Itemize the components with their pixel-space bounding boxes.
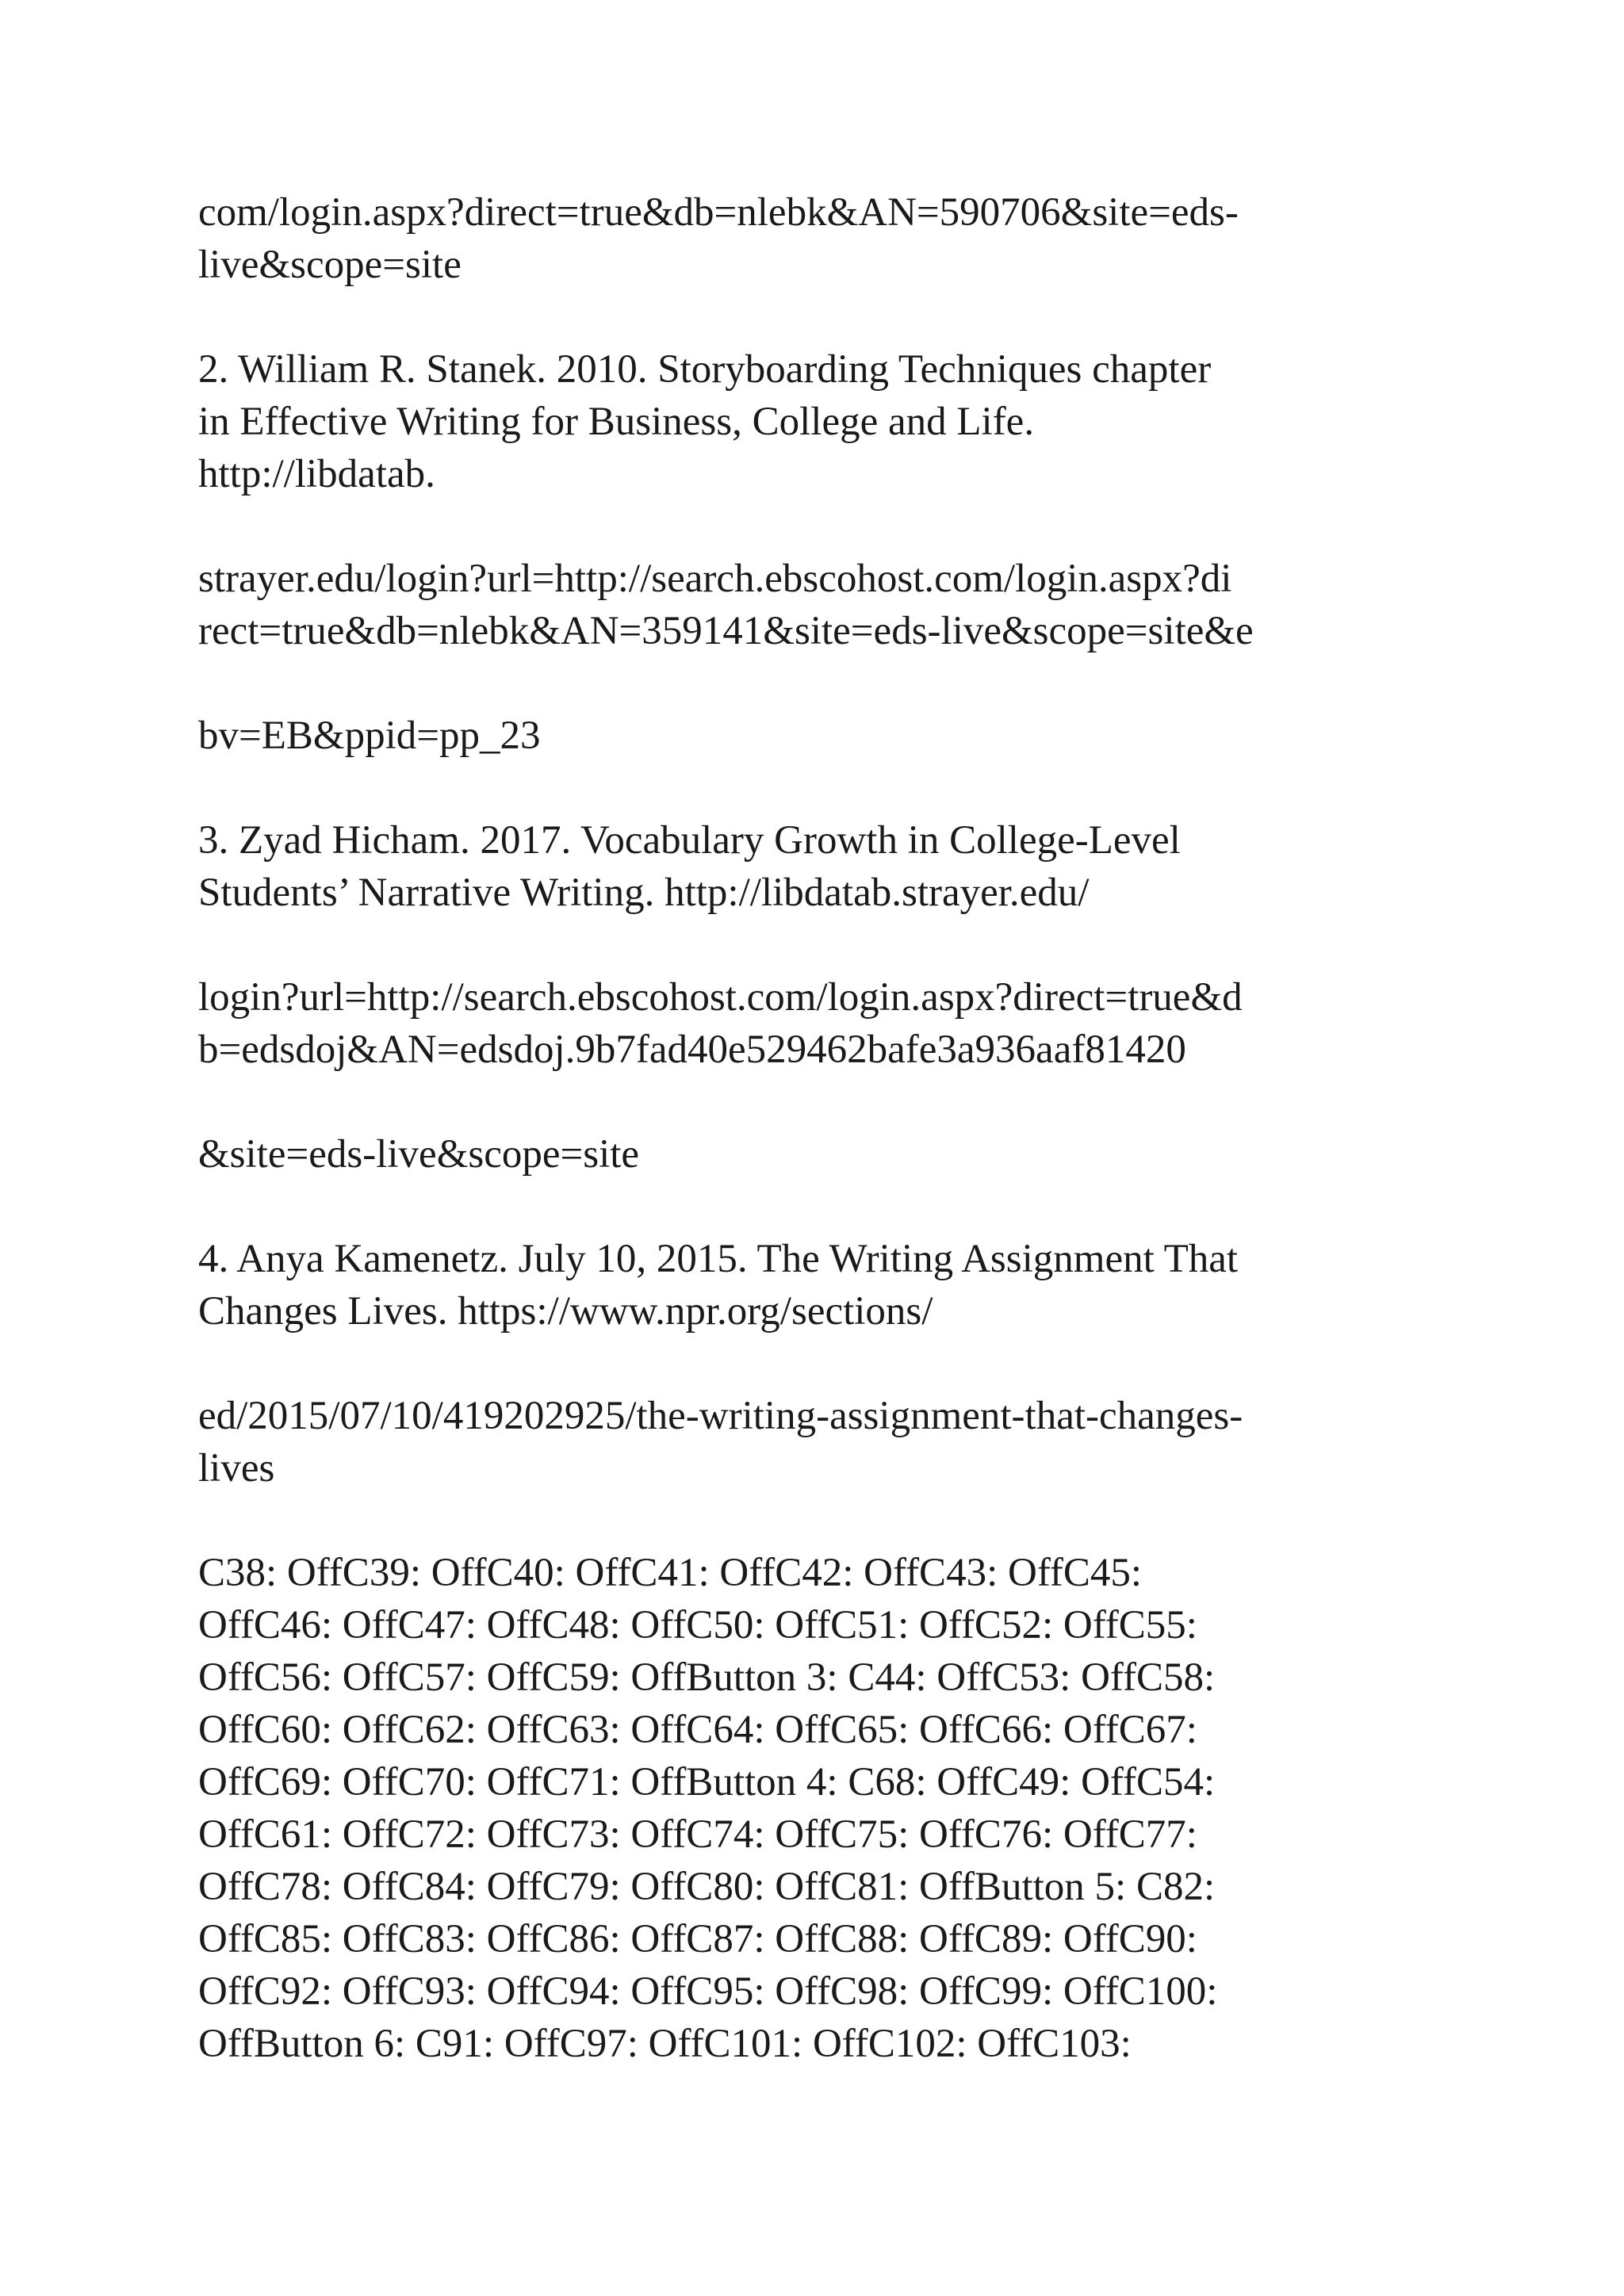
text-line: Changes Lives. https://www.npr.org/sections/ [198, 1289, 933, 1334]
citation-2 [198, 343, 1435, 500]
text-line: 3. Zyad Hicham. 2017. Vocabulary Growth in College-Level [198, 818, 1181, 863]
text-line: OffC69: OffC70: OffC71: OffButton 4: C68: OffC49: OffC54: [198, 1760, 1216, 1804]
text-line: &site=eds-live&scope=site [198, 1132, 640, 1177]
citation-url-continuation [198, 186, 1435, 291]
text-line: OffC85: OffC83: OffC86: OffC87: OffC88: OffC89: OffC90: [198, 1917, 1197, 1961]
document-body [198, 186, 1435, 2122]
text-line: OffC92: OffC93: OffC94: OffC95: OffC98: OffC99: OffC100: [198, 1969, 1218, 2014]
text-line: 2. William R. Stanek. 2010. Storyboarding Techniques chapter [198, 347, 1212, 392]
text-line: in Effective Writing for Business, College and Life. [198, 400, 1035, 444]
text-line: C38: OffC39: OffC40: OffC41: OffC42: OffC43: OffC45: [198, 1551, 1143, 1595]
citation-2-url-end [198, 710, 1435, 762]
citation-4 [198, 1233, 1435, 1337]
text-line: b=edsdoj&AN=edsdoj.9b7fad40e529462bafe3a936aaf81420 [198, 1027, 1186, 1072]
citation-3-url [198, 971, 1435, 1076]
text-line: com/login.aspx?direct=true&db=nlebk&AN=590706&site=eds- [198, 190, 1239, 235]
text-line: OffC60: OffC62: OffC63: OffC64: OffC65: OffC66: OffC67: [198, 1708, 1197, 1752]
text-line: lives [198, 1446, 275, 1490]
citation-3 [198, 814, 1435, 919]
text-line: OffC61: OffC72: OffC73: OffC74: OffC75: OffC76: OffC77: [198, 1812, 1197, 1857]
citation-3-url-end [198, 1128, 1435, 1181]
text-line: 4. Anya Kamenetz. July 10, 2015. The Writing Assignment That [198, 1237, 1239, 1281]
text-line: live&scope=site [198, 243, 462, 287]
text-line: rect=true&db=nlebk&AN=359141&site=eds-live&scope=site&e [198, 609, 1254, 653]
text-line: strayer.edu/login?url=http://search.ebscohost.com/login.aspx?di [198, 557, 1232, 601]
text-line: login?url=http://search.ebscohost.com/login.aspx?direct=true&d [198, 975, 1243, 1020]
text-line: OffC56: OffC57: OffC59: OffButton 3: C44: OffC53: OffC58: [198, 1655, 1216, 1700]
citation-2-url [198, 553, 1435, 657]
text-line: ed/2015/07/10/419202925/the-writing-assignment-that-changes- [198, 1394, 1243, 1438]
form-field-states [198, 1547, 1435, 2070]
text-line: http://libdatab. [198, 452, 435, 496]
text-line: OffC78: OffC84: OffC79: OffC80: OffC81: OffButton 5: C82: [198, 1865, 1216, 1909]
text-line: Students’ Narrative Writing. http://libdatab.strayer.edu/ [198, 871, 1090, 915]
text-line: OffButton 6: C91: OffC97: OffC101: OffC102: OffC103: [198, 2022, 1132, 2066]
text-line: bv=EB&ppid=pp_23 [198, 714, 541, 758]
text-line: OffC46: OffC47: OffC48: OffC50: OffC51: OffC52: OffC55: [198, 1603, 1197, 1647]
citation-4-url [198, 1390, 1435, 1494]
